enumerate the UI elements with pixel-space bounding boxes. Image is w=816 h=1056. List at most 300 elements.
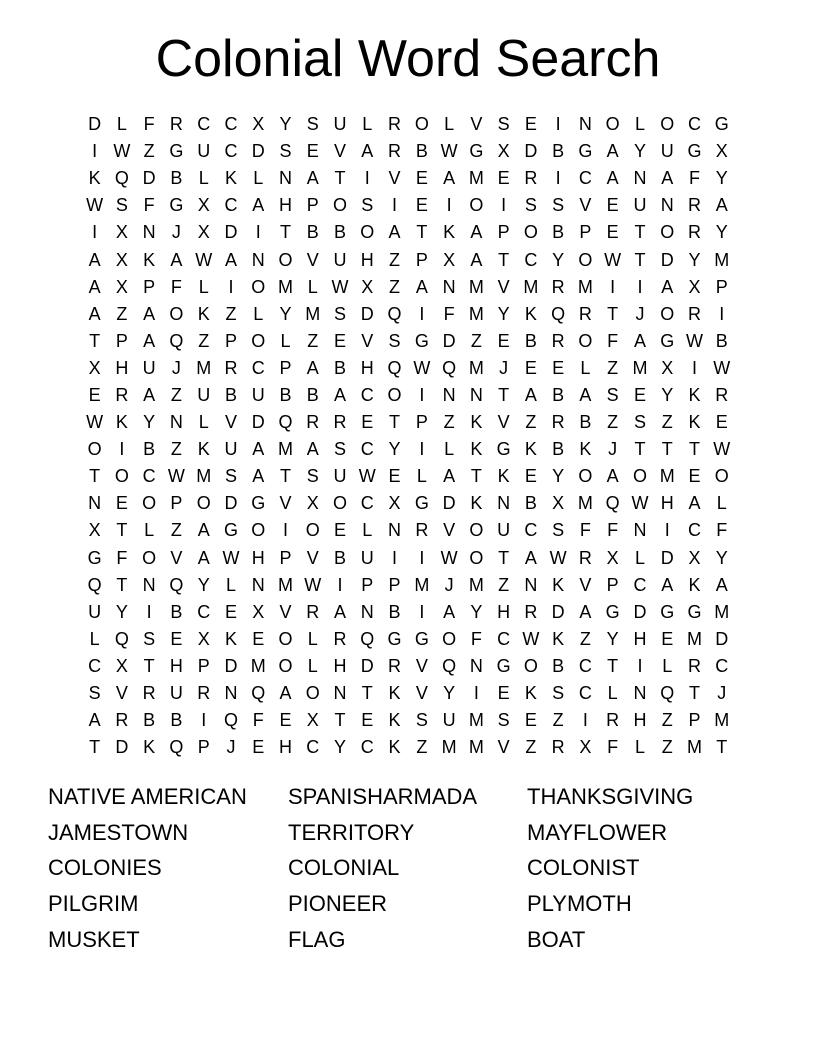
grid-cell: X (115, 249, 128, 270)
grid-cell: R (115, 710, 129, 731)
grid-cell: V (306, 547, 319, 568)
grid-cell: O (469, 520, 484, 541)
grid-cell: Z (470, 330, 482, 351)
grid-cell: A (224, 249, 237, 270)
grid-row (81, 463, 736, 490)
grid-cell: A (661, 276, 674, 297)
grid-cell: H (360, 357, 374, 378)
grid-cell: T (498, 547, 510, 568)
grid-cell: A (443, 601, 456, 622)
grid-cell: J (444, 574, 454, 595)
grid-cell: X (579, 737, 592, 758)
grid-cell: B (552, 141, 565, 162)
grid-cell: S (606, 384, 619, 405)
grid-cell: Y (606, 628, 619, 649)
grid-cell: A (279, 683, 292, 704)
grid-row (81, 517, 736, 544)
grid-cell: T (89, 466, 101, 487)
grid-cell: S (334, 439, 347, 460)
grid-cell: I (637, 655, 643, 676)
grid-cell: R (388, 114, 402, 135)
grid-cell: P (279, 547, 292, 568)
grid-cell: E (334, 330, 347, 351)
grid-cell: W (86, 195, 104, 216)
grid-cell: C (360, 737, 374, 758)
grid-cell: Z (525, 737, 537, 758)
grid-cell: Y (143, 412, 156, 433)
grid-cell: D (224, 493, 238, 514)
grid-cell: E (524, 357, 537, 378)
grid-cell: L (89, 628, 100, 649)
grid-cell: Q (114, 168, 129, 189)
grid-cell: F (470, 628, 482, 649)
grid-cell: O (333, 493, 348, 514)
grid-cell: B (579, 412, 592, 433)
grid-cell: U (142, 357, 156, 378)
grid-cell: K (470, 493, 483, 514)
grid-cell: T (334, 710, 346, 731)
grid-cell: R (142, 683, 156, 704)
grid-cell: I (364, 168, 370, 189)
grid-cell: L (307, 276, 318, 297)
grid-cell: X (715, 141, 728, 162)
grid-cell: T (634, 439, 646, 460)
grid-cell: A (606, 141, 619, 162)
grid-cell: S (497, 710, 510, 731)
grid-cell: M (686, 628, 702, 649)
grid-cell: S (306, 466, 319, 487)
grid-cell: F (716, 520, 728, 541)
grid-cell: D (360, 303, 374, 324)
grid-cell: H (633, 710, 647, 731)
grid-cell: Y (470, 601, 483, 622)
grid-cell: W (604, 249, 622, 270)
grid-cell: A (524, 547, 537, 568)
grid-cell: V (279, 493, 292, 514)
grid-cell: P (388, 574, 401, 595)
grid-cell: X (115, 276, 128, 297)
grid-cell: L (416, 466, 427, 487)
grid-cell: R (388, 655, 402, 676)
grid-cell: P (688, 710, 701, 731)
grid-cell: B (388, 601, 401, 622)
grid-cell: U (197, 141, 211, 162)
grid-cell: W (331, 276, 349, 297)
grid-cell: P (415, 412, 428, 433)
grid-cell: C (578, 168, 592, 189)
grid-cell: O (632, 466, 647, 487)
grid-cell: M (659, 466, 675, 487)
grid-row (81, 545, 736, 572)
grid-cell: Z (661, 710, 673, 731)
grid-cell: E (306, 141, 319, 162)
grid-cell: A (197, 520, 210, 541)
grid-cell: O (469, 547, 484, 568)
grid-cell: E (361, 710, 374, 731)
grid-cell: X (306, 493, 319, 514)
grid-cell: C (360, 493, 374, 514)
grid-cell: C (687, 114, 701, 135)
grid-cell: I (119, 439, 125, 460)
grid-row (81, 355, 736, 382)
grid-cell: H (660, 493, 674, 514)
grid-cell: E (497, 168, 510, 189)
grid-cell: F (143, 114, 155, 135)
grid-cell: Z (170, 384, 182, 405)
grid-cell: U (633, 195, 647, 216)
grid-cell: I (419, 601, 425, 622)
word-list-item: PLYMOTH (527, 891, 632, 917)
grid-cell: P (279, 357, 292, 378)
grid-cell: Q (169, 574, 184, 595)
grid-cell: I (555, 114, 561, 135)
grid-cell: L (144, 520, 155, 541)
grid-cell: E (497, 330, 510, 351)
grid-cell: K (197, 303, 210, 324)
grid-cell: R (578, 303, 592, 324)
grid-cell: A (252, 466, 265, 487)
grid-cell: D (88, 114, 102, 135)
grid-cell: K (443, 222, 456, 243)
grid-cell: R (687, 303, 701, 324)
grid-cell: F (607, 330, 619, 351)
grid-cell: R (687, 222, 701, 243)
grid-cell: Q (605, 493, 620, 514)
grid-cell: M (277, 276, 293, 297)
grid-cell: M (468, 710, 484, 731)
grid-cell: F (143, 195, 155, 216)
grid-cell: Q (551, 303, 566, 324)
grid-cell: X (115, 655, 128, 676)
grid-cell: E (88, 384, 101, 405)
grid-cell: L (716, 493, 727, 514)
grid-cell: X (115, 222, 128, 243)
grid-row (81, 734, 736, 761)
grid-cell: N (633, 168, 647, 189)
grid-cell: Q (87, 574, 102, 595)
grid-cell: T (116, 574, 128, 595)
grid-cell: V (170, 547, 183, 568)
grid-cell: C (578, 655, 592, 676)
grid-cell: Z (307, 330, 319, 351)
grid-cell: X (361, 276, 374, 297)
grid-cell: B (224, 384, 237, 405)
grid-cell: N (633, 683, 647, 704)
word-list-item: TERRITORY (288, 819, 415, 845)
grid-cell: M (686, 737, 702, 758)
grid-cell: I (555, 168, 561, 189)
grid-cell: O (142, 493, 157, 514)
grid-cell: A (143, 384, 156, 405)
grid-cell: W (440, 547, 458, 568)
grid-cell: N (88, 493, 102, 514)
grid-cell: A (88, 710, 101, 731)
grid-cell: A (606, 168, 619, 189)
grid-cell: S (497, 114, 510, 135)
grid-cell: O (523, 655, 538, 676)
grid-cell: O (333, 195, 348, 216)
grid-cell: E (606, 195, 619, 216)
grid-cell: B (552, 222, 565, 243)
grid-cell: E (497, 683, 510, 704)
grid-cell: G (687, 141, 702, 162)
grid-cell: O (142, 547, 157, 568)
grid-cell: X (88, 357, 101, 378)
grid-cell: T (607, 303, 619, 324)
grid-cell: I (719, 303, 725, 324)
grid-cell: N (469, 384, 483, 405)
grid-cell: L (634, 737, 645, 758)
grid-cell: Y (552, 466, 565, 487)
grid-cell: C (578, 683, 592, 704)
grid-cell: W (631, 493, 649, 514)
word-list-item: COLONIAL (288, 855, 400, 881)
grid-cell: Q (360, 628, 375, 649)
grid-cell: N (578, 114, 592, 135)
grid-row (81, 138, 736, 165)
grid-cell: C (524, 520, 538, 541)
grid-cell: M (577, 493, 593, 514)
grid-cell: N (251, 574, 265, 595)
grid-cell: O (387, 384, 402, 405)
grid-cell: K (688, 574, 701, 595)
grid-cell: C (687, 520, 701, 541)
grid-cell: N (360, 601, 374, 622)
grid-cell: G (496, 655, 511, 676)
grid-cell: X (306, 710, 319, 731)
grid-cell: V (115, 683, 128, 704)
grid-cell: E (361, 412, 374, 433)
grid-cell: R (115, 384, 129, 405)
grid-cell: N (469, 655, 483, 676)
grid-cell: I (419, 384, 425, 405)
grid-cell: F (252, 710, 264, 731)
grid-cell: O (442, 628, 457, 649)
grid-cell: P (415, 249, 428, 270)
grid-cell: E (524, 466, 537, 487)
grid-cell: U (169, 683, 183, 704)
grid-cell: A (334, 384, 347, 405)
grid-cell: C (251, 357, 265, 378)
word-list-item: NATIVE AMERICAN (48, 784, 247, 809)
grid-cell: B (552, 439, 565, 460)
grid-cell: I (92, 141, 98, 162)
grid-cell: T (607, 655, 619, 676)
grid-cell: N (633, 520, 647, 541)
grid-cell: W (713, 357, 731, 378)
grid-cell: K (497, 466, 510, 487)
grid-cell: Z (143, 141, 155, 162)
grid-cell: J (717, 683, 727, 704)
grid-cell: D (660, 547, 674, 568)
grid-cell: V (443, 520, 456, 541)
grid-cell: C (224, 195, 238, 216)
grid-cell: W (358, 466, 376, 487)
grid-cell: X (688, 547, 701, 568)
grid-cell: P (224, 330, 237, 351)
grid-cell: V (497, 412, 510, 433)
grid-cell: C (360, 384, 374, 405)
grid-cell: Q (223, 710, 238, 731)
grid-cell: E (334, 520, 347, 541)
grid-cell: R (197, 683, 211, 704)
grid-cell: O (714, 466, 729, 487)
grid-cell: D (224, 655, 238, 676)
word-list-item: JAMESTOWN (48, 819, 189, 845)
grid-cell: G (414, 628, 429, 649)
grid-cell: Y (633, 141, 646, 162)
grid-cell: M (714, 710, 730, 731)
grid-cell: A (688, 493, 701, 514)
grid-cell: K (470, 412, 483, 433)
grid-cell: Y (715, 222, 728, 243)
grid-cell: Y (443, 683, 456, 704)
grid-cell: K (388, 737, 401, 758)
grid-cell: U (224, 439, 238, 460)
grid-cell: L (280, 330, 291, 351)
grid-cell: A (443, 466, 456, 487)
grid-cell: B (143, 710, 156, 731)
grid-cell: A (361, 141, 374, 162)
grid-cell: K (688, 384, 701, 405)
grid-cell: I (201, 710, 207, 731)
letter-grid (81, 111, 736, 762)
grid-cell: M (196, 357, 212, 378)
grid-cell: V (306, 249, 319, 270)
grid-cell: S (143, 628, 156, 649)
grid-cell: Y (115, 601, 128, 622)
grid-cell: A (443, 168, 456, 189)
grid-cell: E (688, 466, 701, 487)
grid-cell: M (468, 168, 484, 189)
grid-cell: L (307, 655, 318, 676)
grid-cell: I (610, 276, 616, 297)
grid-cell: Z (579, 628, 591, 649)
grid-cell: O (251, 330, 266, 351)
grid-cell: R (333, 412, 347, 433)
grid-cell: W (167, 466, 185, 487)
grid-cell: C (497, 628, 511, 649)
grid-cell: S (524, 195, 537, 216)
grid-cell: L (662, 655, 673, 676)
grid-cell: D (551, 601, 565, 622)
grid-cell: L (444, 439, 455, 460)
grid-cell: V (415, 655, 428, 676)
grid-cell: L (307, 628, 318, 649)
grid-cell: G (660, 601, 675, 622)
grid-cell: K (552, 574, 565, 595)
grid-cell: G (87, 547, 102, 568)
grid-cell: H (633, 628, 647, 649)
grid-cell: L (362, 520, 373, 541)
grid-cell: O (196, 493, 211, 514)
grid-cell: S (306, 114, 319, 135)
grid-cell: Y (715, 168, 728, 189)
grid-cell: K (143, 249, 156, 270)
grid-cell: S (552, 195, 565, 216)
grid-cell: H (278, 737, 292, 758)
grid-cell: J (499, 357, 509, 378)
grid-cell: V (361, 330, 374, 351)
grid-cell: E (279, 710, 292, 731)
grid-cell: A (143, 303, 156, 324)
grid-cell: V (388, 168, 401, 189)
grid-cell: L (116, 114, 127, 135)
grid-cell: O (87, 439, 102, 460)
grid-cell: R (687, 195, 701, 216)
grid-cell: A (306, 168, 319, 189)
puzzle-title: Colonial Word Search (155, 30, 661, 88)
grid-cell: J (226, 737, 236, 758)
grid-cell: A (252, 439, 265, 460)
grid-cell: H (333, 655, 347, 676)
grid-cell: T (688, 439, 700, 460)
grid-cell: B (524, 330, 537, 351)
grid-cell: X (197, 222, 210, 243)
grid-cell: U (251, 384, 265, 405)
grid-cell: L (253, 303, 264, 324)
grid-cell: G (251, 493, 266, 514)
grid-cell: Y (334, 737, 347, 758)
word-list (48, 779, 768, 957)
grid-cell: J (171, 222, 181, 243)
grid-cell: E (524, 710, 537, 731)
grid-cell: E (606, 222, 619, 243)
grid-cell: V (224, 412, 237, 433)
grid-cell: R (415, 520, 429, 541)
grid-cell: T (498, 249, 510, 270)
grid-cell: P (606, 574, 619, 595)
grid-cell: C (224, 141, 238, 162)
grid-cell: S (88, 683, 101, 704)
grid-cell: B (715, 330, 728, 351)
grid-cell: Y (197, 574, 210, 595)
grid-cell: O (305, 520, 320, 541)
grid-cell: D (442, 493, 456, 514)
grid-cell: S (115, 195, 128, 216)
grid-cell: C (715, 655, 729, 676)
grid-cell: S (552, 520, 565, 541)
grid-cell: O (660, 303, 675, 324)
grid-cell: L (607, 683, 618, 704)
grid-cell: T (634, 222, 646, 243)
grid-cell: X (252, 601, 265, 622)
word-list-item: BOAT (527, 926, 586, 952)
grid-cell: P (143, 276, 156, 297)
grid-cell: Q (251, 683, 266, 704)
grid-cell: I (92, 222, 98, 243)
grid-cell: O (278, 249, 293, 270)
grid-cell: W (86, 412, 104, 433)
grid-cell: H (115, 357, 129, 378)
grid-cell: N (524, 574, 538, 595)
grid-cell: S (633, 412, 646, 433)
grid-cell: B (552, 384, 565, 405)
grid-row (81, 572, 736, 599)
grid-cell: Z (525, 412, 537, 433)
word-list-item: MUSKET (48, 926, 140, 952)
grid-cell: S (279, 141, 292, 162)
grid-cell: C (197, 114, 211, 135)
grid-cell: F (116, 547, 128, 568)
grid-cell: R (551, 330, 565, 351)
grid-cell: Z (198, 330, 210, 351)
grid-cell: L (634, 114, 645, 135)
grid-cell: V (579, 574, 592, 595)
grid-cell: U (660, 141, 674, 162)
grid-cell: C (306, 737, 320, 758)
grid-cell: M (305, 303, 321, 324)
